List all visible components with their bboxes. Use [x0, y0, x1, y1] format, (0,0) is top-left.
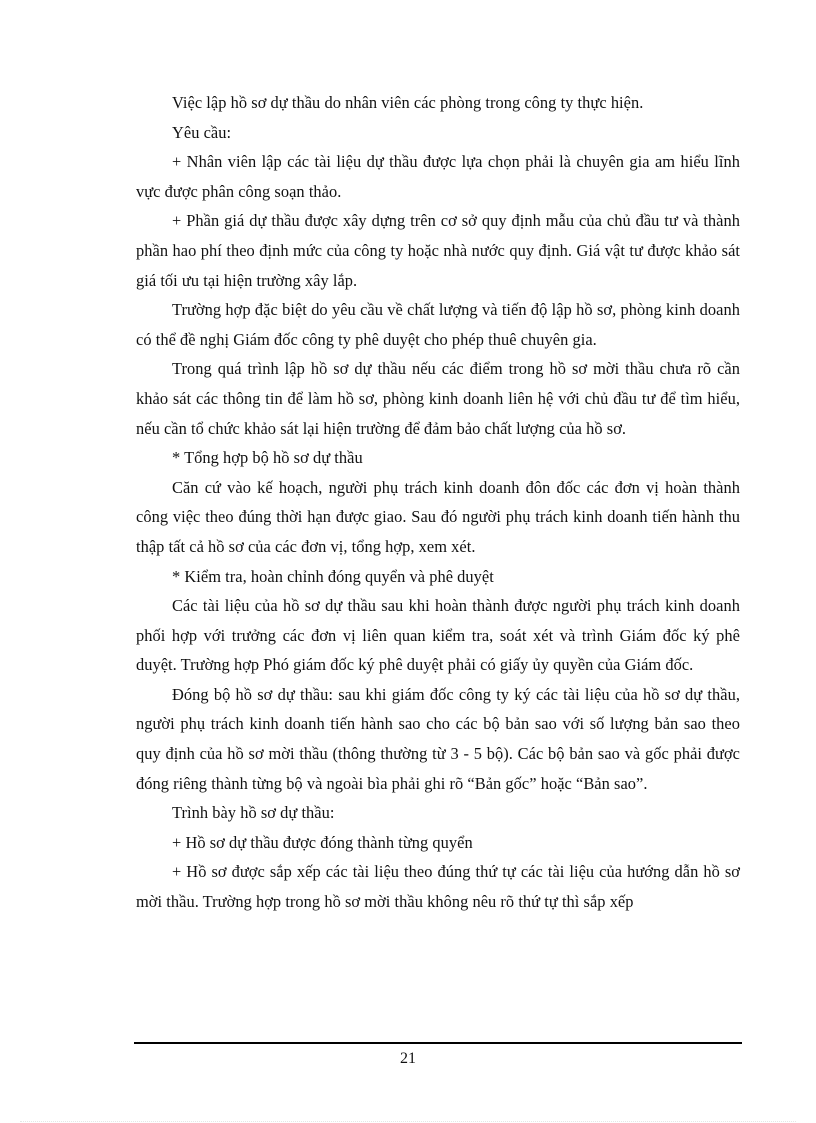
footer-rule	[134, 1042, 742, 1044]
paragraph: Đóng bộ hồ sơ dự thầu: sau khi giám đốc công ty ký các tài liệu của hồ sơ dự thầu, người phụ trách kinh doanh tiến hành sao cho các bộ bản sao với số lượng bản sao theo quy định của hồ sơ mời thầu (thông thường từ 3 - 5 bộ). Các bộ bản sao và gốc phải được đóng riêng thành từng bộ và ngoài bìa phải ghi rõ “Bản gốc” hoặc “Bản sao”.	[136, 684, 740, 793]
section-heading: * Kiểm tra, hoàn chỉnh đóng quyển và phê duyệt	[172, 566, 494, 586]
page-bottom-edge	[20, 1121, 796, 1122]
paragraph: Các tài liệu của hồ sơ dự thầu sau khi hoàn thành được người phụ trách kinh doanh phối hợp với trưởng các đơn vị liên quan kiểm tra, soát xét và trình Giám đốc ký phê duyệt. Trường hợp Phó giám đốc ký phê duyệt phải có giấy ủy quyền của Giám đốc.	[136, 596, 740, 675]
paragraph: Trong quá trình lập hồ sơ dự thầu nếu các điểm trong hồ sơ mời thầu chưa rõ cần khảo sát các thông tin để làm hồ sơ, phòng kinh doanh liên hệ với chủ đầu tư để tìm hiểu, nếu cần tổ chức khảo sát lại hiện trường để đảm bảo chất lượng của hồ sơ.	[136, 359, 740, 438]
paragraph: + Phần giá dự thầu được xây dựng trên cơ sở quy định mẫu của chủ đầu tư và thành phần hao phí theo định mức của công ty hoặc nhà nước quy định. Giá vật tư được khảo sát giá tối ưu tại hiện trường xây lắp.	[136, 211, 740, 290]
paragraph: Trình bày hồ sơ dự thầu:	[172, 803, 335, 823]
paragraph: + Nhân viên lập các tài liệu dự thầu được lựa chọn phải là chuyên gia am hiểu lĩnh vực được phân công soạn thảo.	[136, 152, 740, 201]
paragraph: Việc lập hồ sơ dự thầu do nhân viên các phòng trong công ty thực hiện.	[172, 93, 644, 112]
page-number: 21	[400, 1050, 416, 1067]
paragraph: Yêu cầu:	[172, 122, 232, 142]
paragraph: Trường hợp đặc biệt do yêu cầu về chất lượng và tiến độ lập hồ sơ, phòng kinh doanh có thể đề nghị Giám đốc công ty phê duyệt cho phép thuê chuyên gia.	[136, 300, 740, 349]
paragraph: + Hồ sơ dự thầu được đóng thành từng quyển	[172, 832, 473, 852]
page-body	[136, 88, 740, 917]
paragraph: + Hồ sơ được sắp xếp các tài liệu theo đúng thứ tự các tài liệu của hướng dẫn hồ sơ mời thầu. Trường hợp trong hồ sơ mời thầu không nêu rõ thứ tự thì sắp xếp	[136, 862, 740, 912]
section-heading: * Tổng hợp bộ hồ sơ dự thầu	[172, 448, 363, 468]
paragraph: Căn cứ vào kế hoạch, người phụ trách kinh doanh đôn đốc các đơn vị hoàn thành công việc theo đúng thời hạn được giao. Sau đó người phụ trách kinh doanh tiến hành thu thập tất cả hồ sơ của các đơn vị, tổng hợp, xem xét.	[136, 477, 740, 556]
